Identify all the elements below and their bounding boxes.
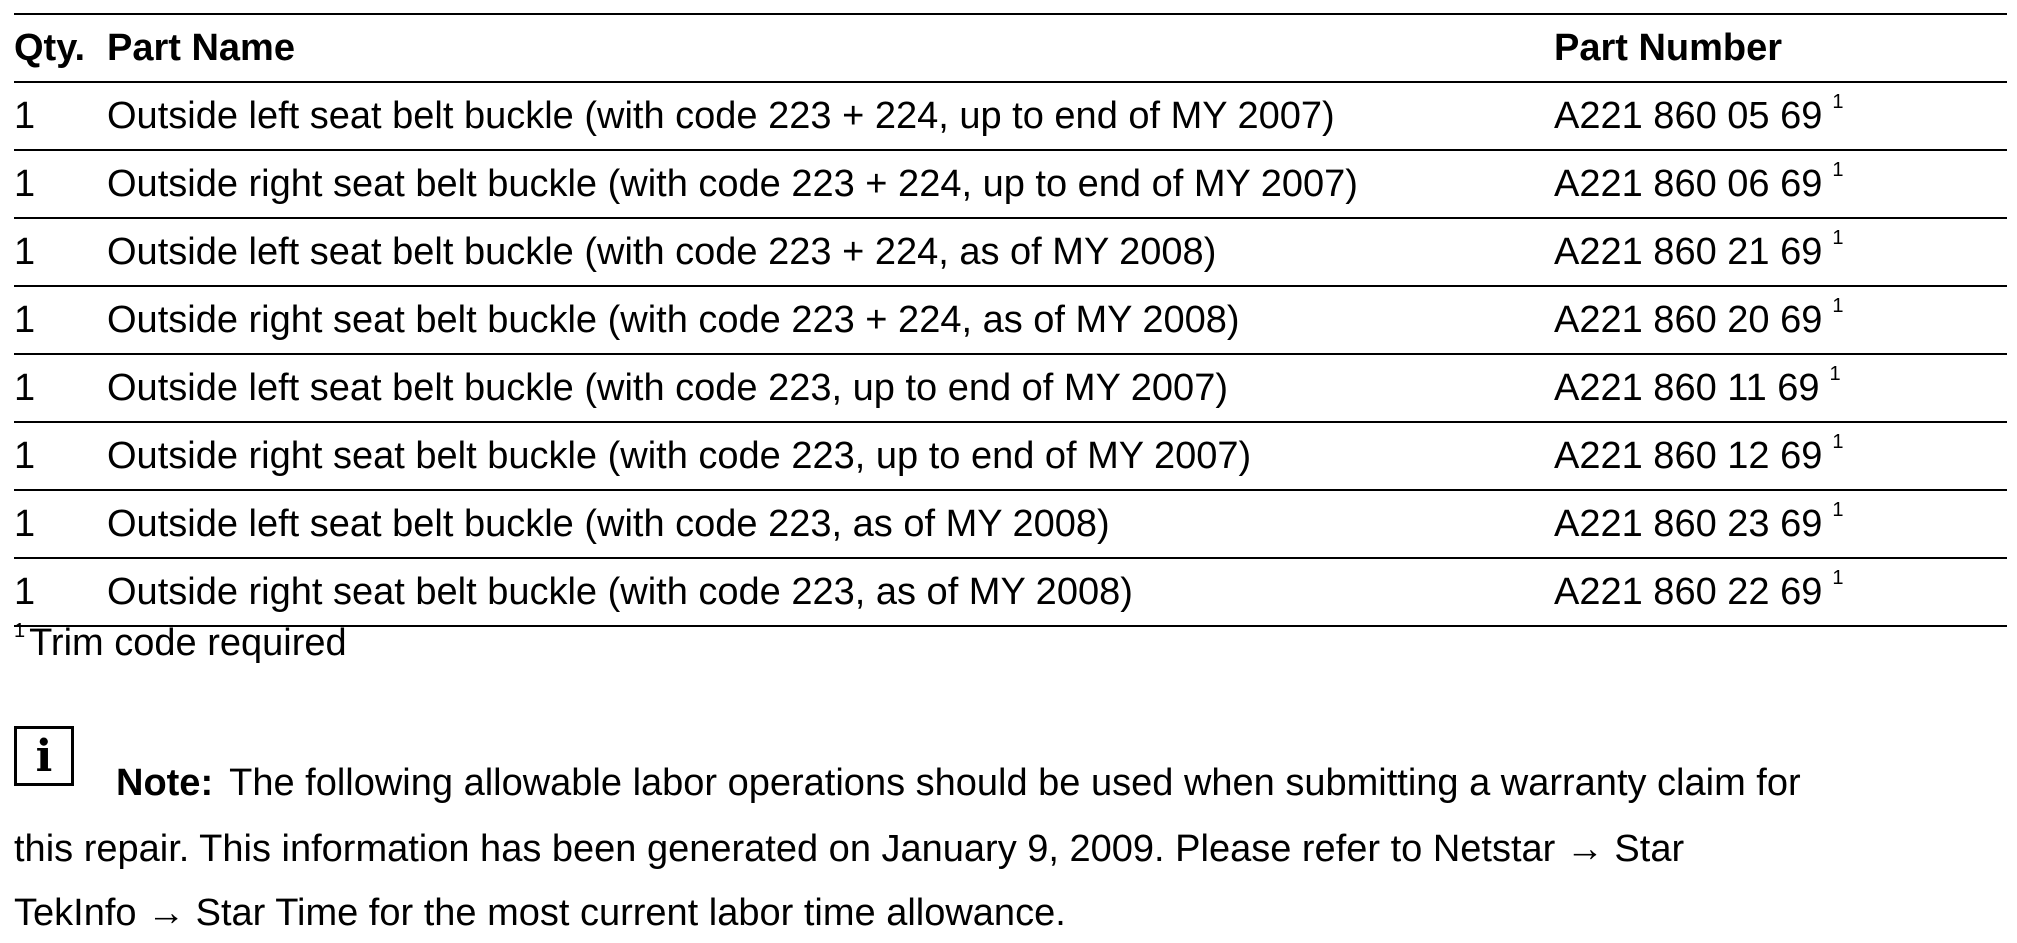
part-number-text: A221 860 06 69 <box>1554 162 1823 205</box>
footnote-marker: 1 <box>1832 498 1844 521</box>
part-number-text: A221 860 12 69 <box>1554 434 1823 477</box>
table-row <box>14 558 2007 626</box>
parts-table <box>14 13 2007 627</box>
cell-part-name: Outside right seat belt buckle (with code 223, up to end of MY 2007) <box>107 434 1252 477</box>
note-line-2: this repair. This information has been generated on January 9, 2009. Please refer to Netstar → Star <box>14 828 1685 870</box>
header-part-name: Part Name <box>107 26 295 69</box>
part-number-text: A221 860 21 69 <box>1554 230 1823 273</box>
part-number-text: A221 860 22 69 <box>1554 570 1823 613</box>
cell-qty: 1 <box>14 298 36 341</box>
part-number-text: A221 860 05 69 <box>1554 94 1823 137</box>
part-number-text: A221 860 20 69 <box>1554 298 1823 341</box>
cell-part-name: Outside left seat belt buckle (with code 223, as of MY 2008) <box>107 502 1110 545</box>
header-qty: Qty. <box>14 26 86 69</box>
part-number-text: A221 860 23 69 <box>1554 502 1823 545</box>
header-part-number: Part Number <box>1554 26 1783 69</box>
table-row <box>14 422 2007 490</box>
cell-part-name: Outside right seat belt buckle (with code 223 + 224, up to end of MY 2007) <box>107 162 1358 205</box>
cell-part-name: Outside left seat belt buckle (with code 223 + 224, up to end of MY 2007) <box>107 94 1335 137</box>
footnote-marker: 1 <box>1832 90 1844 113</box>
cell-qty: 1 <box>14 570 36 613</box>
cell-part-number <box>1554 150 2007 218</box>
footnote-marker: 1 <box>1832 430 1844 453</box>
table-header-row <box>14 14 2007 82</box>
cell-qty: 1 <box>14 502 36 545</box>
note-label: Note: <box>116 762 214 804</box>
cell-part-name: Outside right seat belt buckle (with code 223, as of MY 2008) <box>107 570 1133 613</box>
table-footnote <box>14 622 347 665</box>
cell-part-number <box>1554 558 2007 626</box>
cell-qty: 1 <box>14 434 36 477</box>
cell-part-name: Outside left seat belt buckle (with code 223 + 224, as of MY 2008) <box>107 230 1217 273</box>
cell-part-number <box>1554 82 2007 150</box>
note-line-1 <box>116 762 1801 805</box>
footnote-marker: 1 <box>1832 566 1844 589</box>
cell-part-name: Outside left seat belt buckle (with code 223, up to end of MY 2007) <box>107 366 1228 409</box>
cell-part-number <box>1554 354 2007 422</box>
cell-part-number <box>1554 422 2007 490</box>
table-row <box>14 490 2007 558</box>
cell-qty: 1 <box>14 162 36 205</box>
part-number-text: A221 860 11 69 <box>1554 366 1820 409</box>
cell-part-number <box>1554 218 2007 286</box>
footnote-marker: 1 <box>1832 294 1844 317</box>
cell-qty: 1 <box>14 366 36 409</box>
note-text-1: The following allowable labor operations should be used when submitting a warranty claim for <box>229 762 1801 804</box>
footnote-marker: 1 <box>1832 158 1844 181</box>
table-row <box>14 150 2007 218</box>
cell-part-number <box>1554 490 2007 558</box>
table-row <box>14 286 2007 354</box>
footnote-marker: 1 <box>1829 362 1841 385</box>
note-line-3: TekInfo → Star Time for the most current labor time allowance. <box>14 892 1066 934</box>
table-row <box>14 218 2007 286</box>
table-row <box>14 354 2007 422</box>
cell-qty: 1 <box>14 230 36 273</box>
footnote-text: Trim code required <box>29 622 347 664</box>
cell-part-name: Outside right seat belt buckle (with code 223 + 224, as of MY 2008) <box>107 298 1240 341</box>
footnote-marker: 1 <box>14 620 26 643</box>
cell-qty: 1 <box>14 94 36 137</box>
cell-part-number <box>1554 286 2007 354</box>
info-icon: i <box>14 726 74 786</box>
footnote-marker: 1 <box>1832 226 1844 249</box>
table-row <box>14 82 2007 150</box>
